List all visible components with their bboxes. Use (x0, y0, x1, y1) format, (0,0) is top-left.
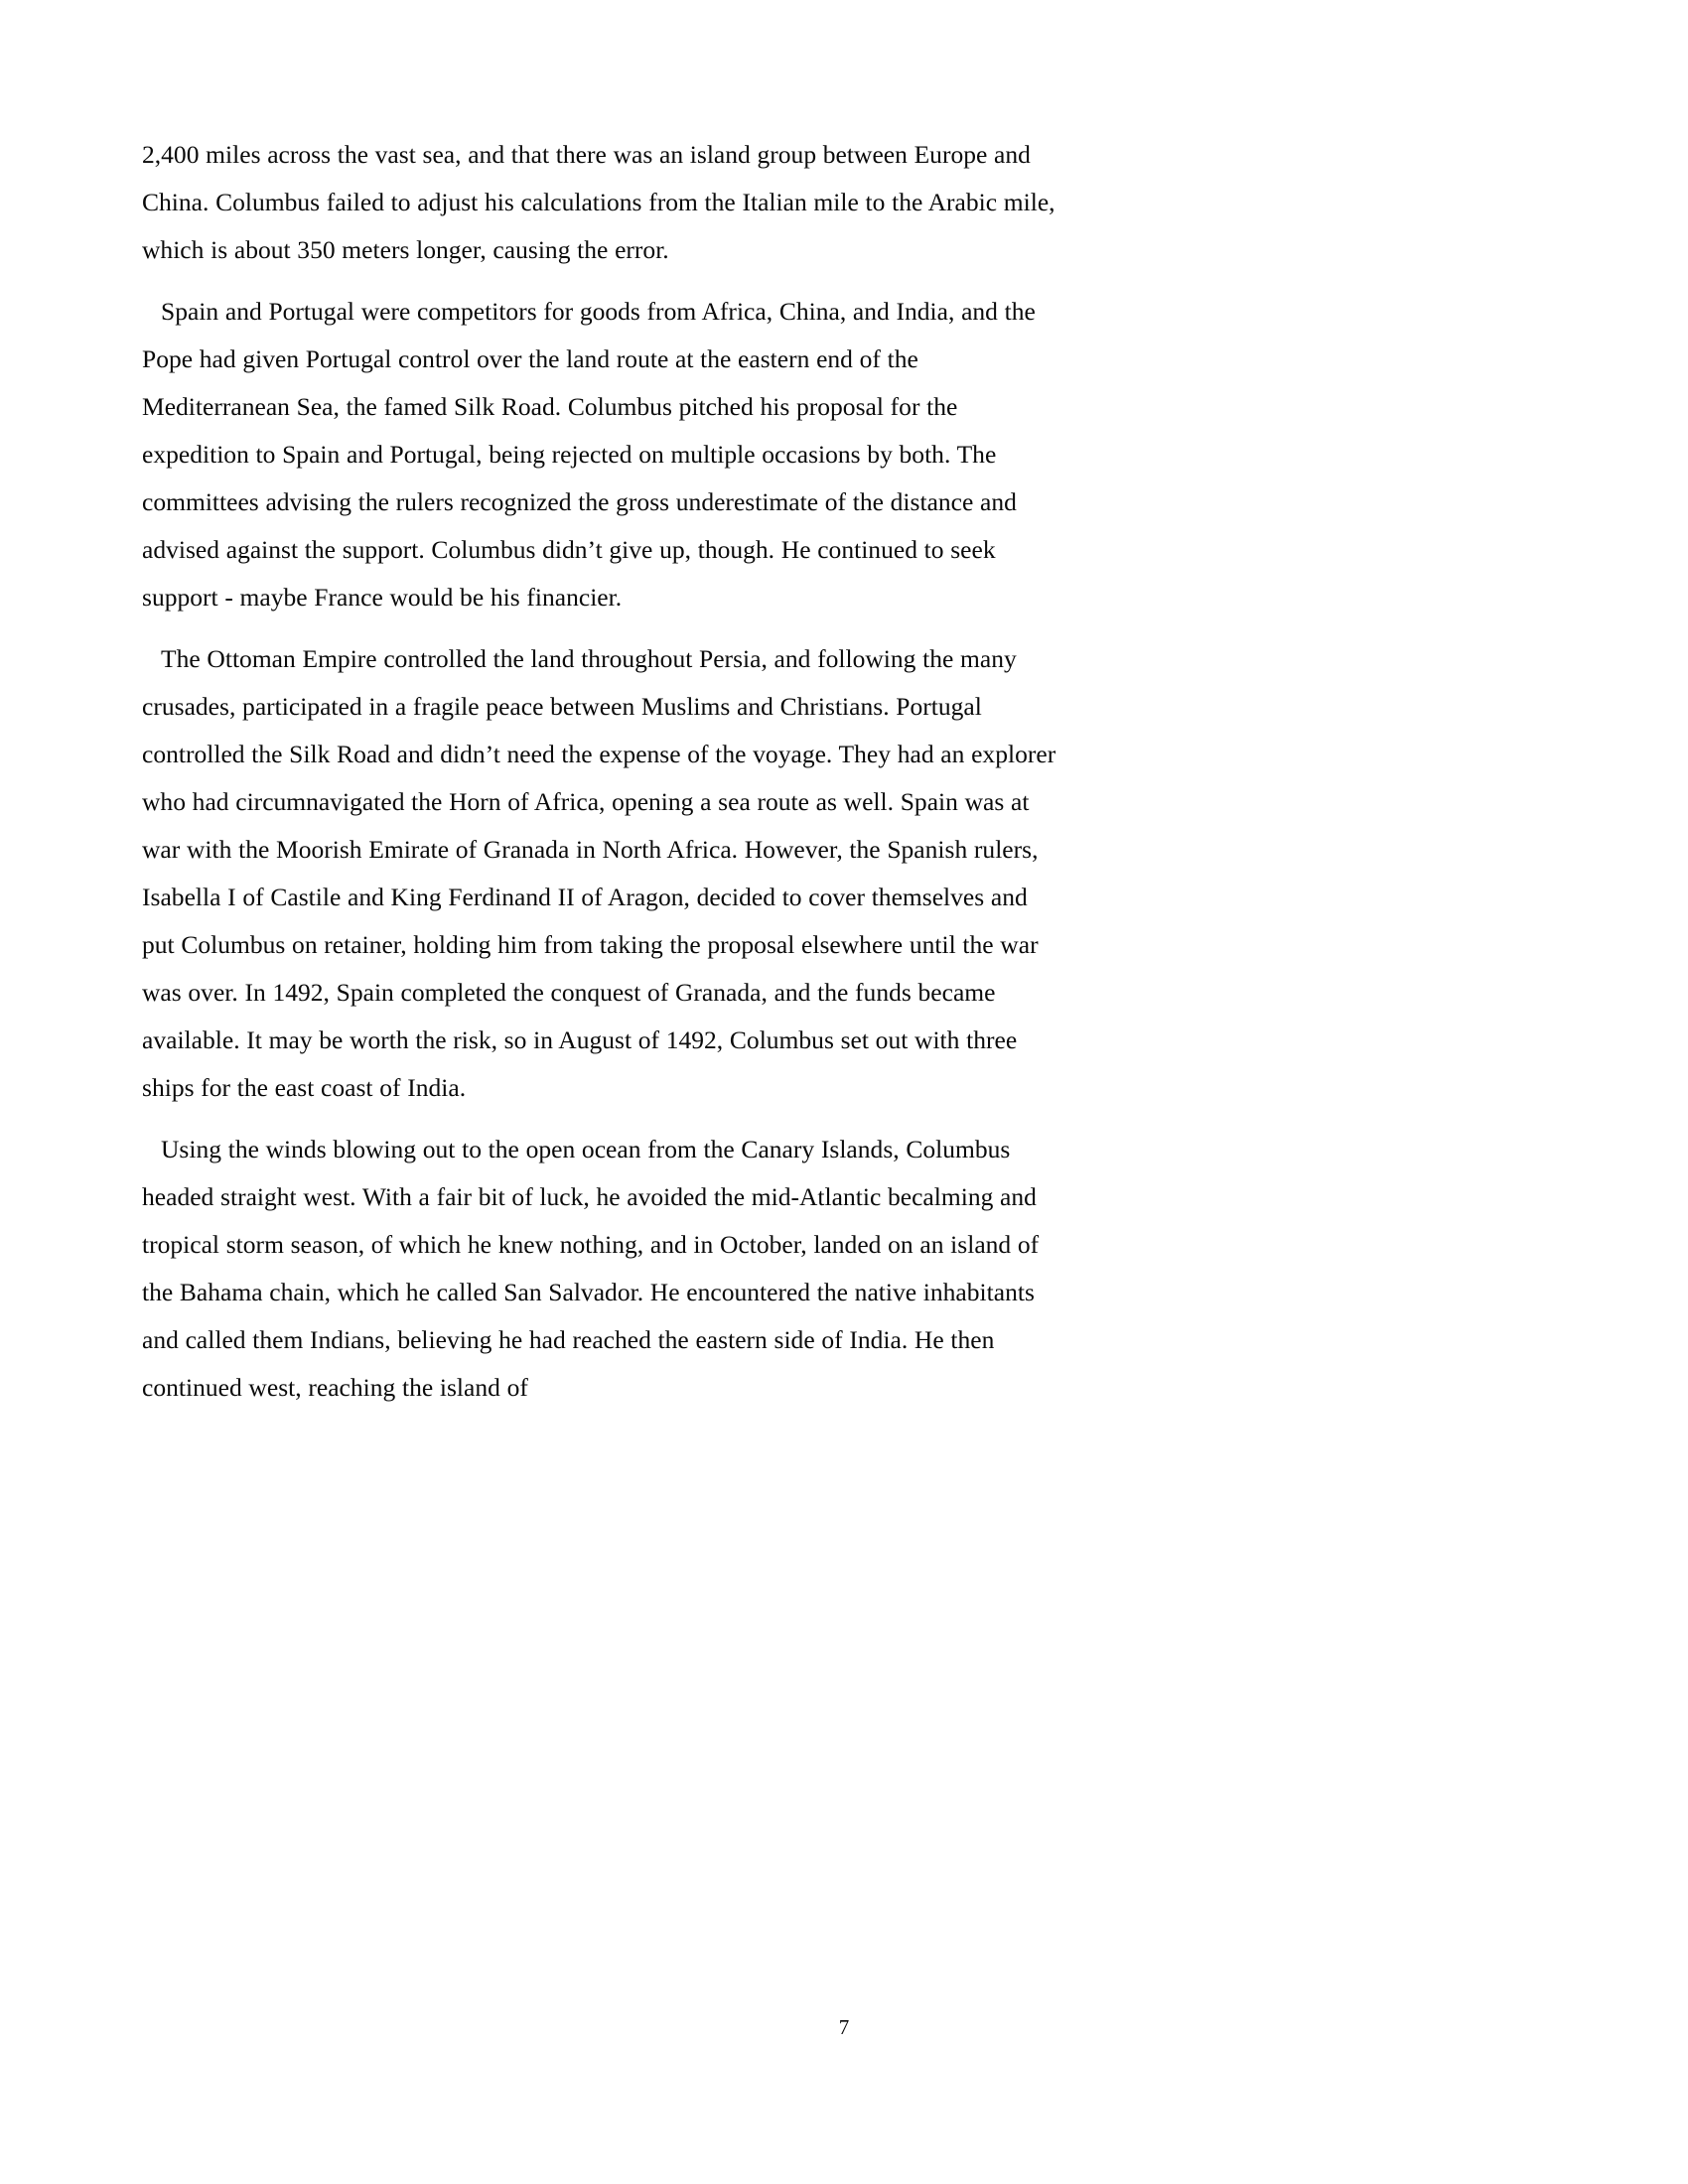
body-paragraph-2: Spain and Portugal were competitors for goods from Africa, China, and India, and the Pope had given Portugal control over the land route at the eastern end of the Mediterranean Sea, the famed Silk Road. Columbus pitched his proposal for the expedition to Spain and Portugal, being rejected on multiple occasions by both. The committees advising the rulers recognized the gross underestimate of the distance and advised against the support. Columbus didn’t give up, though. He continued to seek support - maybe France would be his financier. (142, 297, 1036, 612)
body-paragraph-3: The Ottoman Empire controlled the land throughout Persia, and following the many crusades, participated in a fragile peace between Muslims and Christians. Portugal controlled the Silk Road and didn’t need the expense of the voyage. They had an explorer who had circumnavigated the Horn of Africa, opening a sea route as well. Spain was at war with the Moorish Emirate of Granada in North Africa. However, the Spanish rulers, Isabella I of Castile and King Ferdinand II of Aragon, decided to cover themselves and put Columbus on retainer, holding him from taking the proposal elsewhere until the war was over. In 1492, Spain completed the conquest of Granada, and the funds became available. It may be worth the risk, so in August of 1492, Columbus set out with three ships for the east coast of India. (142, 644, 1056, 1102)
page-number: 7 (838, 2015, 850, 2039)
body-paragraph-1: 2,400 miles across the vast sea, and that there was an island group between Europe and China. Columbus failed to adjust his calculations from the Italian mile to the Arabic mile, which is about 350 meters longer, causing the error. (142, 140, 1055, 264)
body-paragraph-4: Using the winds blowing out to the open ocean from the Canary Islands, Columbus headed straight west. With a fair bit of luck, he avoided the mid-Atlantic becalming and tropical storm season, of which he knew nothing, and in October, landed on an island of the Bahama chain, which he called San Salvador. He encountered the native inhabitants and called them Indians, believing he had reached the eastern side of India. He then continued west, reaching the island of (142, 1135, 1040, 1402)
body-text-column (142, 131, 1065, 1412)
